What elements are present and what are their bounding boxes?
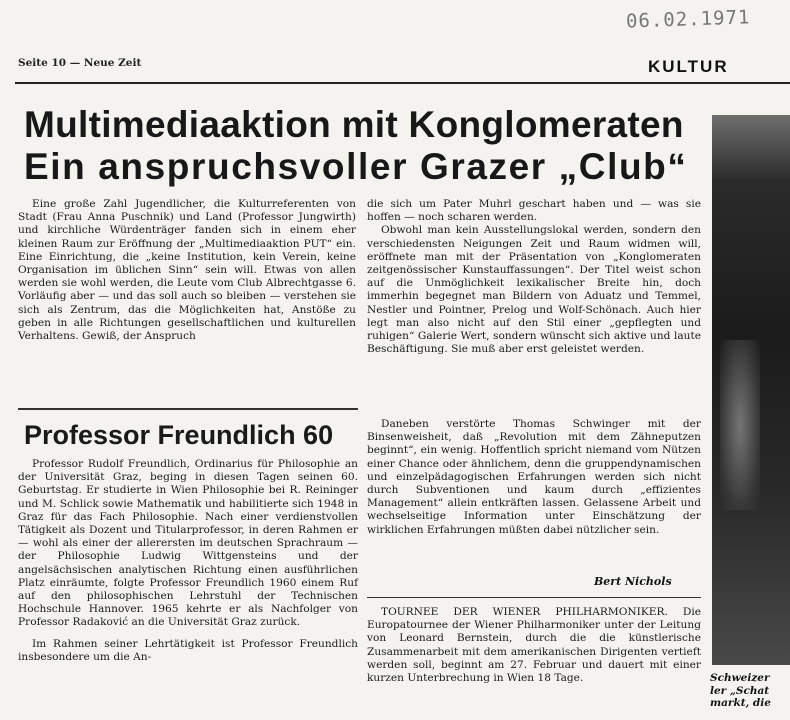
photo-highlight — [720, 340, 760, 510]
article1-paragraph: Daneben verstörte Thomas Schwinger mit der Binsenweisheit, daß „Revolution mit dem Zähneputzen beginnt“, ein wenig. Hoffentlich spricht niemand vom Nützen einer Chance oder ähnlichem, denn die gruppendynamischen und einzelpädagogischen Erfahrungen werden sich nicht durch Subventionen und kaum durch „effizientes Management“ allein entkräften lassen. Gelassene Arbeit und wechselseitige Information unter Einschätzung der wirklichen Erfahrungen müßten dabei nützlicher sein. — [367, 418, 701, 536]
article-divider — [367, 597, 701, 598]
article1-paragraph: Obwohl man kein Ausstellungslokal werden, sondern den verschiedensten Neigungen Zeit und Raum widmen will, eröffnete man mit der Präsentation von „Konglomeraten zeitgenössischer Kunstauffassungen“. Der Titel weist schon auf die Unmöglichkeit lexikalischer Breite hin, doch immerhin begegnet man Bildern von Aduatz und Temmel, Nestler und Pointner, Prelog und Wolf-Schönach. Auch hier legt man also nicht auf den Stil einer „gepflegten und ruhigen“ Galerie Wert, sondern wünscht sich aktive und laute Beschäftigung. Sie muß aber erst geleistet werden. — [367, 224, 701, 356]
article2-paragraph: Im Rahmen seiner Lehrtätigkeit ist Professor Freundlich insbesondere um die An- — [18, 637, 358, 663]
main-headline-line2: Ein anspruchsvoller Grazer „Club“ — [24, 146, 688, 187]
page-header-left: Seite 10 — Neue Zeit — [18, 57, 142, 69]
header-rule — [15, 82, 790, 84]
article-divider — [18, 408, 358, 410]
article3-paragraph: TOURNEE DER WIENER PHILHARMONIKER. Die Europatournee der Wiener Philharmoniker unter der Leitung von Leonard Bernstein, durch die die künstlerische Zusammenarbeit mit dem amerikanischen Dirigenten vertieft werden soll, beginnt am 27. Februar und dauert mit einer kurzen Unterbrechung in Wien 18 Tage. — [367, 606, 701, 685]
caption-line: ler „Schat — [710, 684, 770, 697]
article1-column-left — [18, 198, 356, 343]
article1-paragraph: die sich um Pater Muhrl geschart haben und — was sie hoffen — noch scharen werden. — [367, 198, 701, 224]
photo-caption — [710, 672, 790, 710]
caption-line: Schweizer — [710, 672, 770, 684]
article1-column-right-continued — [367, 418, 701, 537]
main-headline-line1: Multimediaaktion mit Konglomeraten — [24, 104, 684, 145]
author-signature: Bert Nichols — [594, 575, 672, 588]
article2-paragraph: Professor Rudolf Freundlich, Ordinarius für Philosophie an der Universität Graz, beging in diesen Tagen seinen 60. Geburtstag. Er studierte in Wien Philosophie bei R. Reininger und M. Schlick sowie Mathematik und habilitierte sich 1948 in Graz für das Fach Philosophie. Nach einer verdienstvollen Tätigkeit als Dozent und Titularprofessor, in deren Rahmen er — wohl als einer der allerersten im deutschen Sprachraum — der Philosophie Ludwig Wittgensteins und der angelsächsischen analytischen Richtung einen ausführlichen Platz einräumte, folgte Professor Freundlich 1960 einem Ruf auf den philosophischen Lehrstuhl der Technischen Hochschule Hannover. 1965 kehrte er als Nachfolger von Professor Radaković an die Universität Graz zurück. — [18, 458, 358, 629]
article1-column-right — [367, 198, 701, 356]
article1-paragraph: Eine große Zahl Jugendlicher, die Kulturreferenten von Stadt (Frau Anna Puschnik) und Land (Professor Jungwirth) und kirchliche Würdenträger fanden sich in einem eher kleinen Raum zur Eröffnung der „Multimediaaktion PUT“ ein. Eine Einrichtung, die „keine Institution, kein Verein, keine Organisation im üblichen Sinn“ sein will. Etwas von allen werden sie wohl werden, die Leute vom Club Albrechtgasse 6. Vorläufig aber — und das soll auch so bleiben — verstehen sie sich als Zentrum, das die Möglichkeiten hat, Anstöße zu geben in alle Richtungen gesellschaftlichen und kulturellen Verhaltens. Gewiß, der Anspruch — [18, 198, 356, 343]
article2-body — [18, 458, 358, 664]
caption-line: markt, die — [710, 697, 771, 709]
handwritten-date: 06.02.1971 — [625, 6, 751, 33]
section-title: KULTUR — [648, 57, 729, 76]
article2-headline: Professor Freundlich 60 — [24, 420, 334, 450]
article3-body — [367, 606, 701, 685]
